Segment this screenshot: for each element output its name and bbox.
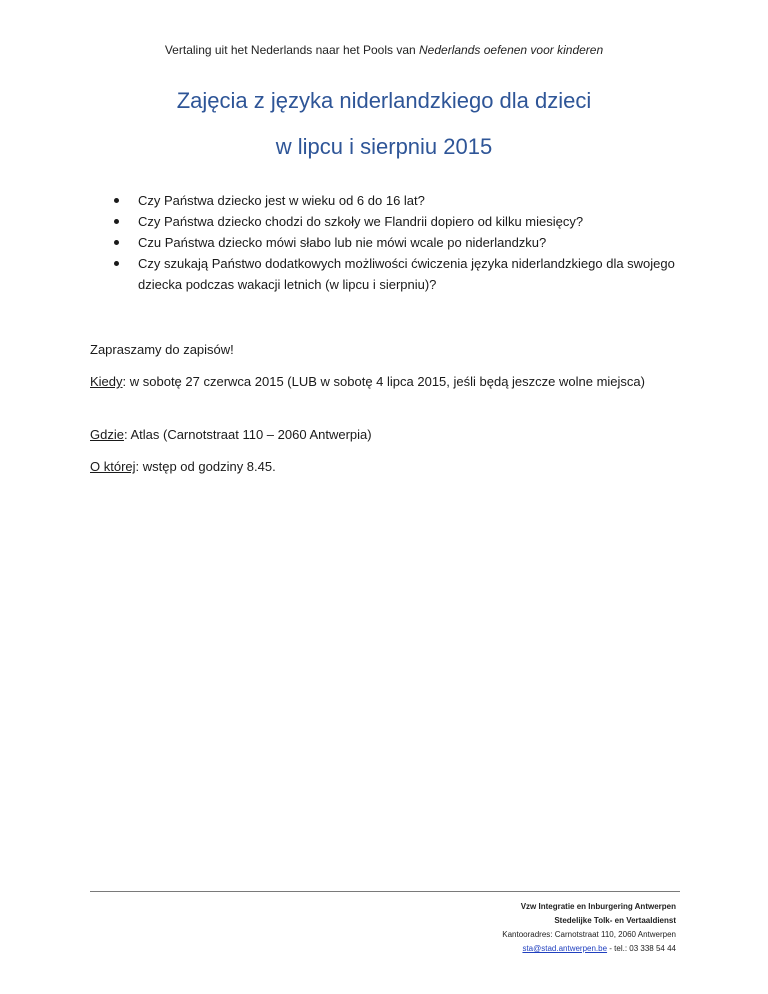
list-item-text: Czu Państwa dziecko mówi słabo lub nie mówi wcale po niderlandzku? — [138, 235, 547, 250]
list-item — [90, 211, 680, 232]
when-text: : w sobotę 27 czerwca 2015 (LUB w sobotę 4 lipca 2015, jeśli będą jeszcze wolne miejsca) — [122, 374, 645, 389]
bullet-icon — [114, 261, 119, 266]
footer-contact — [502, 942, 676, 956]
footer-service: Stedelijke Tolk- en Vertaaldienst — [554, 916, 676, 925]
footer-org: Vzw Integratie en Inburgering Antwerpen — [520, 902, 676, 911]
question-list — [90, 190, 680, 295]
email-link[interactable]: sta@stad.antwerpen.be — [522, 944, 608, 953]
bullet-icon — [114, 240, 119, 245]
where-label: Gdzie — [90, 427, 124, 442]
list-item — [90, 190, 680, 211]
list-item — [90, 253, 680, 295]
when-paragraph — [90, 371, 680, 392]
footer-address: Kantooradres: Carnotstraat 110, 2060 Antwerpen — [502, 930, 676, 939]
page-title-line-2: w lipcu i sierpniu 2015 — [275, 134, 493, 159]
translation-note — [0, 43, 768, 57]
footer-phone: - tel.: 03 338 54 44 — [607, 944, 676, 953]
page-title-line-1: Zajęcia z języka niderlandzkiego dla dzieci — [176, 88, 592, 113]
time-text: : wstęp od godziny 8.45. — [135, 459, 276, 474]
time-label: O której — [90, 459, 136, 474]
bullet-icon — [114, 198, 119, 203]
list-item — [90, 232, 680, 253]
when-label: Kiedy — [90, 374, 123, 389]
footer — [502, 900, 676, 956]
invitation-text: Zapraszamy do zapisów! — [90, 342, 234, 357]
footer-divider — [90, 891, 680, 892]
time-paragraph — [90, 456, 680, 477]
translation-source-title: Nederlands oefenen voor kinderen — [419, 43, 604, 57]
where-paragraph — [90, 424, 680, 445]
bullet-icon — [114, 219, 119, 224]
list-item-text: Czy Państwa dziecko chodzi do szkoły we Flandrii dopiero od kilku miesięcy? — [138, 214, 584, 229]
translation-note-prefix: Vertaling uit het Nederlands naar het Pools van — [164, 43, 420, 57]
list-item-text: Czy szukają Państwo dodatkowych możliwości ćwiczenia języka niderlandzkiego dla swojego dziecka podczas wakacji letnich (w lipcu i sierpniu)? — [138, 256, 675, 292]
where-text: : Atlas (Carnotstraat 110 – 2060 Antwerpia) — [123, 427, 372, 442]
list-item-text: Czy Państwa dziecko jest w wieku od 6 do 16 lat? — [138, 193, 425, 208]
